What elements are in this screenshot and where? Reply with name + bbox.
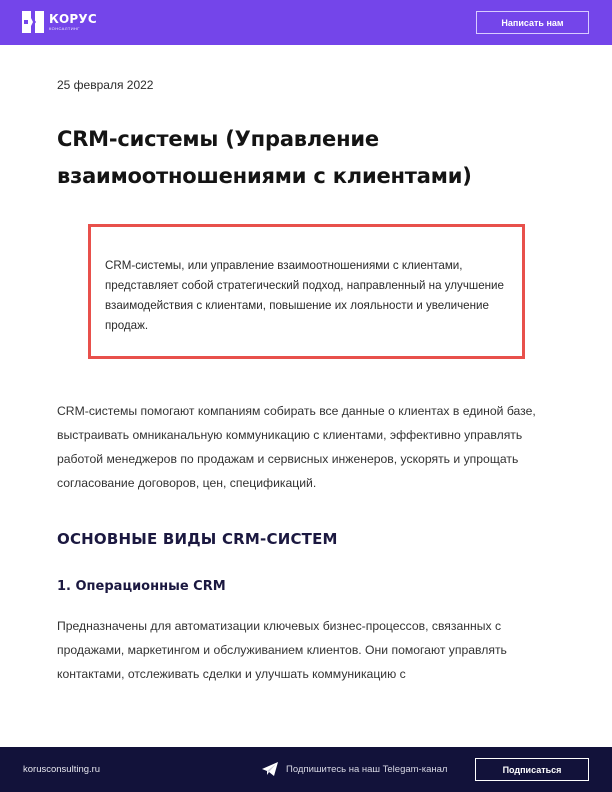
logo-text [49, 13, 97, 31]
telegram-icon [262, 762, 278, 776]
article-date: 25 февраля 2022 [57, 78, 154, 92]
logo-name: КОРУС [49, 12, 97, 26]
bottom-footer [0, 747, 612, 792]
callout-text: CRM-системы, или управление взаимоотношениями с клиентами, представляет собой стратегический подход, направленный на улучшение взаимодействия с клиентами, повышение их лояльности и увеличение продаж. [105, 259, 504, 332]
contact-us-button[interactable]: Написать нам [476, 11, 589, 34]
top-header [0, 0, 612, 45]
section-heading: ОСНОВНЫЕ ВИДЫ CRM-СИСТЕМ [57, 530, 338, 548]
page-title: CRM-системы (Управление взаимоотношениями с клиентами) [57, 127, 472, 188]
korus-logo-icon [22, 11, 44, 33]
telegram-link[interactable] [262, 762, 447, 776]
korus-logo[interactable] [22, 11, 97, 33]
site-link[interactable]: korusconsulting.ru [23, 764, 101, 775]
callout-box [88, 224, 525, 359]
subscribe-button[interactable]: Подписаться [475, 758, 589, 781]
subsection-paragraph: Предназначены для автоматизации ключевых бизнес-процессов, связанных с продажами, маркетингом и обслуживанием клиентов. Они помогают управлять контактами, отслеживать сделки и улучшать коммуникацию с [57, 619, 507, 681]
logo-subtitle: КОНСАЛТИНГ [49, 26, 80, 31]
intro-paragraph: CRM-системы помогают компаниям собирать все данные о клиентах в единой базе, выстраивать омниканальную коммуникацию с клиентами, эффективно управлять работой менеджеров по продажам и сервисных инженеров, ускорять и упрощать согласование договоров, цен, спецификаций. [57, 404, 536, 490]
telegram-label: Подпишитесь на наш Telegam-канал [286, 763, 448, 775]
subsection-heading: 1. Операционные CRM [57, 579, 226, 594]
